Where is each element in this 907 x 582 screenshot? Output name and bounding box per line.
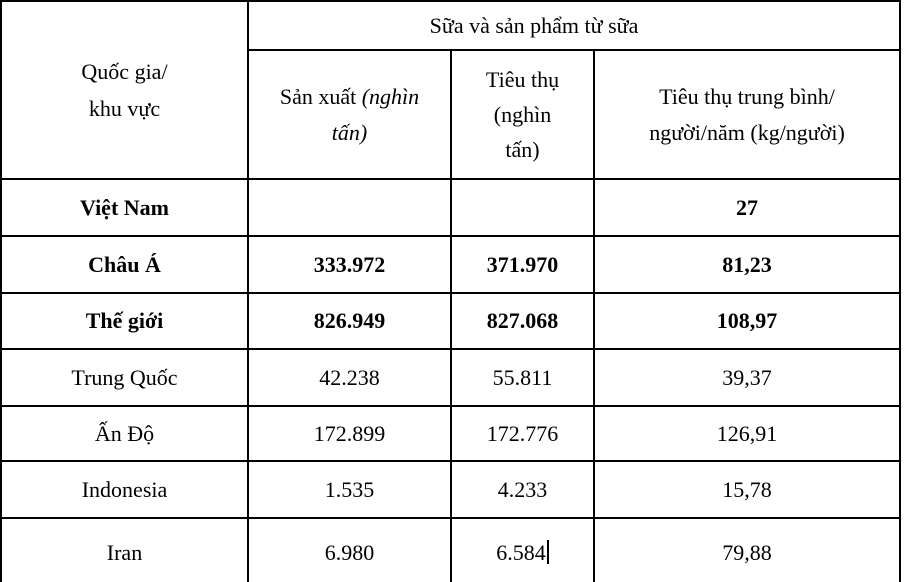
cell-consumption[interactable] [451, 461, 594, 518]
per-capita-value: 126,91 [716, 420, 778, 446]
production-unit-line1: (nghìn [361, 84, 420, 110]
country-label: Iran [106, 540, 143, 565]
cell-consumption[interactable] [451, 293, 594, 349]
header-cell-dairy-group[interactable] [248, 1, 900, 50]
per-capita-value: 39,37 [722, 364, 772, 390]
cell-consumption[interactable] [451, 349, 594, 406]
table-row-world [1, 293, 900, 349]
consumption-unit-line1: (nghìn [493, 101, 552, 127]
country-label: Trung Quốc [71, 364, 178, 390]
header-row-group [1, 1, 900, 50]
cell-per-capita[interactable] [594, 349, 900, 406]
cell-country[interactable] [1, 349, 248, 406]
consumption-value: 172.776 [486, 420, 559, 446]
per-capita-value: 79,88 [722, 540, 772, 565]
production-value: 42.238 [319, 364, 380, 390]
cell-country[interactable] [1, 293, 248, 349]
group-header-label: Sữa và sản phẩm từ sữa [429, 12, 639, 38]
table-row-indonesia [1, 461, 900, 518]
country-label: Ấn Độ [94, 420, 155, 446]
cell-production[interactable] [248, 349, 451, 406]
production-value: 172.899 [313, 420, 386, 446]
cell-per-capita[interactable] [594, 293, 900, 349]
cell-consumption[interactable] [451, 236, 594, 293]
production-header-line1 [249, 79, 450, 114]
cell-consumption[interactable] [451, 179, 594, 236]
cell-country[interactable] [1, 518, 248, 582]
cell-country[interactable] [1, 179, 248, 236]
production-value: 826.949 [313, 308, 386, 333]
cell-per-capita[interactable] [594, 406, 900, 461]
cell-per-capita[interactable] [594, 461, 900, 518]
consumption-value: 4.233 [497, 476, 548, 502]
per-capita-value: 27 [736, 194, 758, 220]
corner-header-line2: khu vực [88, 96, 161, 121]
header-cell-per-capita[interactable] [594, 50, 900, 179]
per-capita-value: 108,97 [716, 308, 778, 333]
cell-production[interactable] [248, 293, 451, 349]
consumption-value: 371.970 [486, 251, 559, 277]
production-value: 1.535 [324, 476, 375, 502]
cell-country[interactable] [1, 461, 248, 518]
table-row-india [1, 406, 900, 461]
consumption-value: 827.068 [486, 308, 559, 333]
consumption-value: 55.811 [492, 364, 553, 390]
cell-per-capita[interactable] [594, 236, 900, 293]
per-capita-header-line2: người/năm (kg/người) [649, 119, 845, 145]
cell-per-capita[interactable] [594, 518, 900, 582]
production-value: 6.980 [324, 540, 375, 565]
header-cell-production[interactable] [248, 50, 451, 179]
cell-production[interactable] [248, 406, 451, 461]
cell-production[interactable] [248, 518, 451, 582]
table-row-iran [1, 518, 900, 582]
table-row-china [1, 349, 900, 406]
corner-header-line1: Quốc gia/ [81, 58, 168, 84]
country-label: Việt Nam [80, 194, 169, 220]
country-label: Châu Á [88, 251, 161, 277]
text-caret [547, 540, 549, 564]
header-cell-consumption[interactable] [451, 50, 594, 179]
production-value: 333.972 [313, 251, 386, 277]
consumption-value: 6.584 [496, 540, 546, 565]
table-row-vietnam [1, 179, 900, 236]
cell-country[interactable] [1, 236, 248, 293]
production-unit-line2: tấn) [331, 119, 368, 145]
cell-production[interactable] [248, 236, 451, 293]
cell-per-capita[interactable] [594, 179, 900, 236]
table-row-asia [1, 236, 900, 293]
cell-production[interactable] [248, 179, 451, 236]
cell-country[interactable] [1, 406, 248, 461]
country-label: Indonesia [81, 476, 168, 502]
production-label: Sản xuất [279, 84, 357, 110]
per-capita-header-line1: Tiêu thụ trung bình/ [659, 84, 835, 110]
cell-consumption[interactable] [451, 518, 594, 582]
per-capita-value: 81,23 [722, 251, 772, 277]
header-cell-country-region[interactable] [1, 1, 248, 179]
country-label: Thế giới [85, 308, 164, 333]
consumption-unit-line2: tấn) [505, 137, 540, 163]
consumption-label: Tiêu thụ [485, 66, 560, 92]
cell-consumption[interactable] [451, 406, 594, 461]
cell-production[interactable] [248, 461, 451, 518]
per-capita-value: 15,78 [722, 476, 772, 502]
